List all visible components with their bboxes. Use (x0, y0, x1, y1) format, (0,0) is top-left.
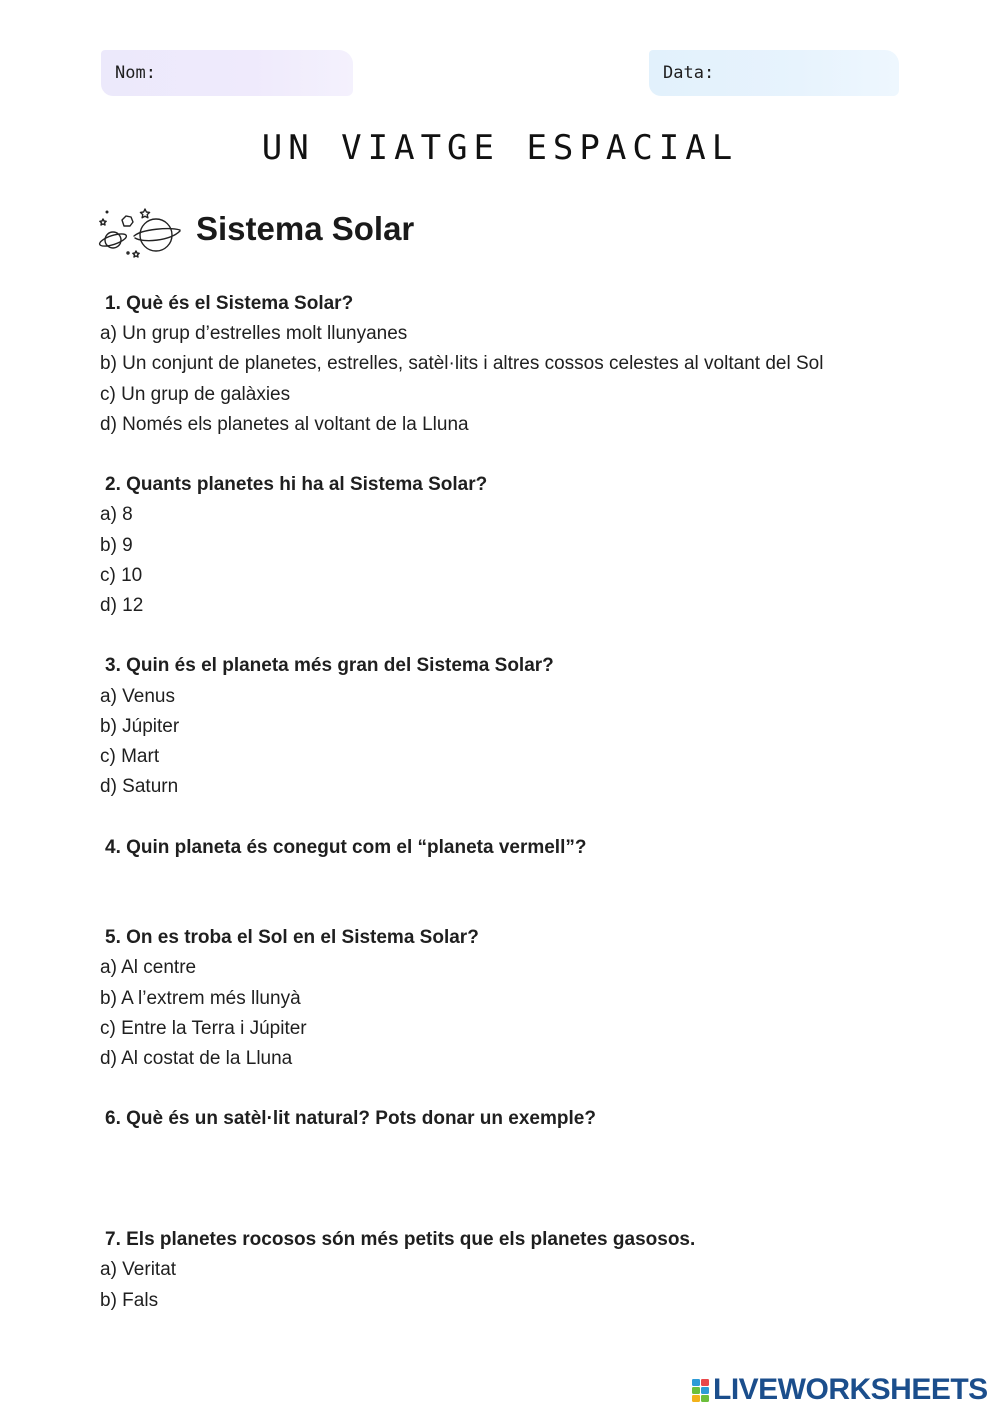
name-field[interactable] (101, 50, 353, 96)
question-4-answer-space[interactable] (100, 863, 920, 923)
question-7-option-b[interactable]: b) Fals (100, 1289, 159, 1311)
question-5-option-a[interactable]: a) Al centre (100, 957, 197, 979)
question-1-option-b[interactable]: b) Un conjunt de planetes, estrelles, satèl·lits i altres cossos celestes al voltant del Sol (100, 353, 824, 375)
question-4-title: 4. Quin planeta és conegut com el “planeta vermell”? (105, 836, 587, 858)
question-1-option-c[interactable]: c) Un grup de galàxies (100, 383, 291, 405)
planets-stars-icon (98, 203, 184, 261)
worksheet-title: UN VIATGE ESPACIAL (261, 128, 739, 168)
question-6-title: 6. Què és un satèl·lit natural? Pots donar un exemple? (105, 1108, 596, 1130)
question-5-option-b[interactable]: b) A l’extrem més llunyà (100, 987, 301, 1009)
date-label: Data: (663, 63, 715, 83)
question-1-option-a[interactable]: a) Un grup d’estrelles molt llunyanes (100, 323, 408, 345)
liveworksheets-logo (692, 1374, 988, 1406)
section-title: Sistema Solar (196, 210, 415, 247)
liveworksheets-logo-text: LIVEWORKSHEETS (713, 1373, 988, 1406)
question-2-option-d[interactable]: d) 12 (100, 595, 144, 617)
liveworksheets-logo-icon (692, 1377, 710, 1403)
question-2-option-c[interactable]: c) 10 (100, 564, 143, 586)
question-1-title: 1. Què és el Sistema Solar? (105, 293, 354, 314)
question-5-option-d[interactable]: d) Al costat de la Lluna (100, 1048, 293, 1070)
question-5-option-c[interactable]: c) Entre la Terra i Júpiter (100, 1017, 307, 1039)
question-2-option-a[interactable]: a) 8 (100, 504, 133, 526)
question-3-option-c[interactable]: c) Mart (100, 746, 160, 768)
date-field[interactable] (649, 50, 899, 96)
question-5-title: 5. On es troba el Sol en el Sistema Solar? (105, 927, 479, 949)
question-2-option-b[interactable]: b) 9 (100, 534, 133, 556)
question-3-title: 3. Quin és el planeta més gran del Sistema Solar? (105, 655, 554, 677)
question-6-answer-space[interactable] (100, 1135, 920, 1226)
question-7-option-a[interactable]: a) Veritat (100, 1259, 177, 1281)
question-3-option-b[interactable]: b) Júpiter (100, 715, 180, 737)
question-2-title: 2. Quants planetes hi ha al Sistema Solar? (105, 474, 488, 496)
question-7-title: 7. Els planetes rocosos són més petits que els planetes gasosos. (105, 1229, 696, 1251)
question-3-option-a[interactable]: a) Venus (100, 685, 175, 707)
name-label: Nom: (115, 63, 156, 83)
question-1-option-d[interactable]: d) Només els planetes al voltant de la Lluna (100, 413, 469, 435)
question-list (100, 289, 920, 1316)
question-3-option-d[interactable]: d) Saturn (100, 776, 179, 798)
